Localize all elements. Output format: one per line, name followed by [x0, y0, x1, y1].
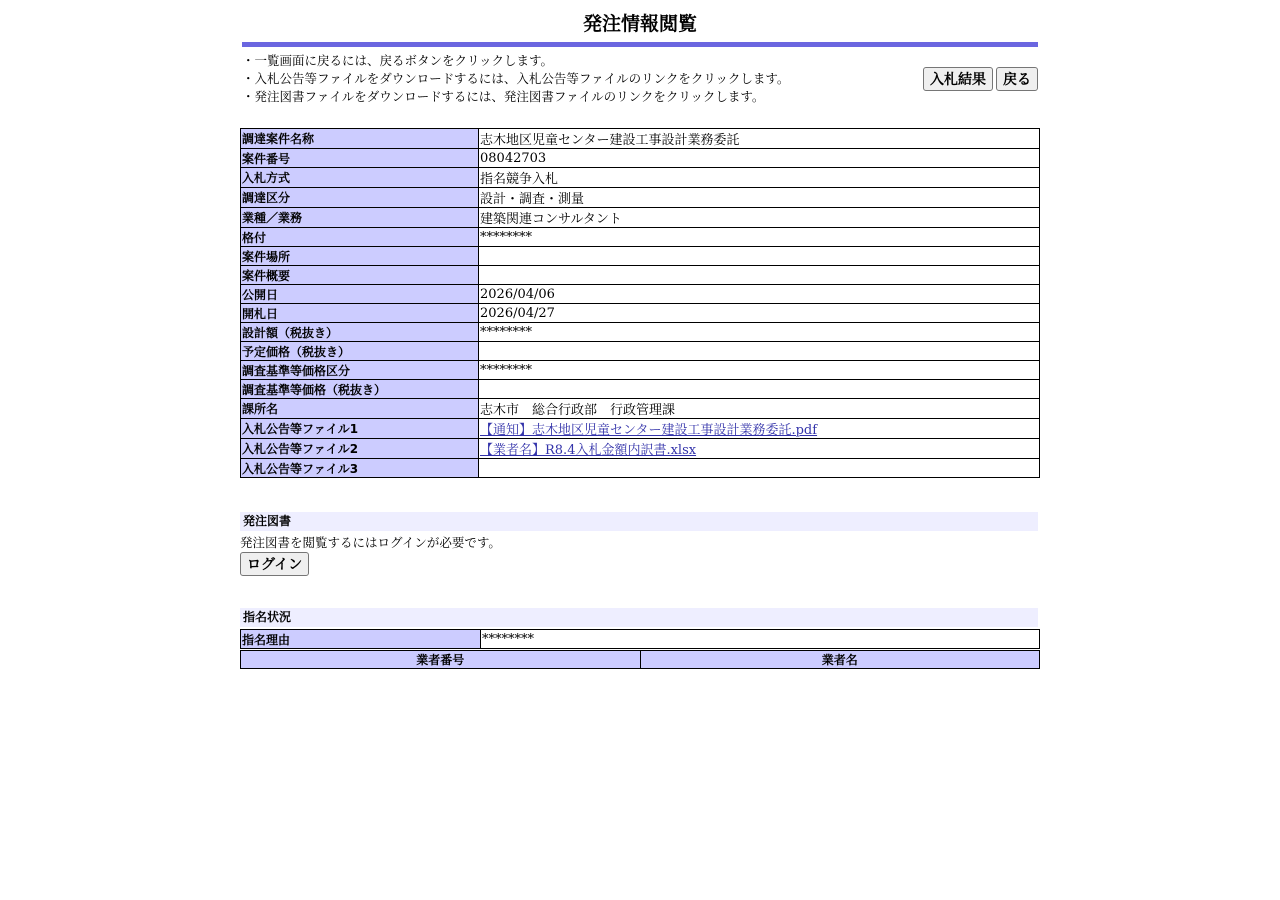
detail-label: 設計額（税抜き） [241, 323, 479, 342]
detail-label: 入札公告等ファイル1 [241, 419, 479, 439]
detail-value: 設計・調査・測量 [479, 188, 1040, 208]
table-row [241, 285, 1040, 304]
vendor-table-header [241, 651, 1040, 669]
detail-value [479, 439, 1040, 459]
page-title: 発注情報閲覧 [582, 13, 697, 35]
detail-value: 2026/04/06 [479, 285, 1040, 304]
table-row [241, 361, 1040, 380]
table-row [241, 304, 1040, 323]
designation-reason-table [240, 629, 1040, 649]
detail-label: 課所名 [241, 399, 479, 419]
drawings-section-heading: 発注図書 [240, 512, 1038, 531]
detail-label: 調査基準等価格区分 [241, 361, 479, 380]
table-row [241, 419, 1040, 439]
instructions-area [240, 47, 1040, 127]
column-vendor-number: 業者番号 [241, 651, 641, 669]
table-row [241, 439, 1040, 459]
table-row [241, 228, 1040, 247]
table-row [241, 459, 1040, 478]
detail-label: 案件概要 [241, 266, 479, 285]
table-row [241, 630, 1040, 649]
detail-value [479, 266, 1040, 285]
table-row [241, 149, 1040, 168]
table-row [241, 266, 1040, 285]
detail-value: 08042703 [479, 149, 1040, 168]
detail-label: 調査基準等価格（税抜き） [241, 380, 479, 399]
detail-label: 調達区分 [241, 188, 479, 208]
table-row [241, 380, 1040, 399]
table-row [241, 247, 1040, 266]
column-vendor-name: 業者名 [640, 651, 1040, 669]
table-row [241, 188, 1040, 208]
detail-label: 入札公告等ファイル2 [241, 439, 479, 459]
detail-value: 2026/04/27 [479, 304, 1040, 323]
detail-label: 案件場所 [241, 247, 479, 266]
table-row [241, 399, 1040, 419]
detail-value: ******** [479, 361, 1040, 380]
table-row [241, 168, 1040, 188]
detail-value [479, 247, 1040, 266]
detail-value: ******** [479, 228, 1040, 247]
login-button[interactable]: ログイン [240, 552, 309, 576]
instruction-back: ・一覧画面に戻るには、戻るボタンをクリックします。 [242, 53, 554, 68]
vendor-table [240, 650, 1040, 669]
detail-value [479, 380, 1040, 399]
table-row [241, 323, 1040, 342]
top-button-group [923, 67, 1038, 91]
table-row [241, 342, 1040, 361]
notice-file-link[interactable]: 【業者名】R8.4入札金額内訳書.xlsx [480, 443, 697, 458]
detail-value: ******** [479, 323, 1040, 342]
instruction-notice-files: ・入札公告等ファイルをダウンロードするには、入札公告等ファイルのリンクをクリックします。 [242, 71, 790, 86]
table-row [241, 208, 1040, 228]
instruction-drawing-files: ・発注図書ファイルをダウンロードするには、発注図書ファイルのリンクをクリックします。 [242, 89, 765, 104]
table-row [241, 129, 1040, 149]
detail-value [479, 419, 1040, 439]
detail-label: 業種／業務 [241, 208, 479, 228]
detail-label: 入札公告等ファイル3 [241, 459, 479, 478]
notice-file-link[interactable]: 【通知】志木地区児童センター建設工事設計業務委託.pdf [480, 423, 818, 438]
bid-result-button[interactable]: 入札結果 [923, 67, 993, 91]
back-button[interactable]: 戻る [996, 67, 1038, 91]
designation-reason-value: ******** [481, 630, 1040, 649]
detail-value: 志木市 総合行政部 行政管理課 [479, 399, 1040, 419]
detail-label: 開札日 [241, 304, 479, 323]
designation-section-heading: 指名状況 [240, 608, 1038, 627]
detail-value [479, 459, 1040, 478]
detail-label: 入札方式 [241, 168, 479, 188]
detail-label: 案件番号 [241, 149, 479, 168]
order-details-table [240, 128, 1040, 478]
detail-value: 建築関連コンサルタント [479, 208, 1040, 228]
instructions-list [242, 52, 789, 106]
detail-label: 公開日 [241, 285, 479, 304]
detail-label: 調達案件名称 [241, 129, 479, 149]
login-required-message: 発注図書を閲覧するにはログインが必要です。 [240, 535, 501, 550]
detail-value: 指名競争入札 [479, 168, 1040, 188]
detail-label: 格付 [241, 228, 479, 247]
page-container [240, 0, 1040, 669]
detail-label: 予定価格（税抜き） [241, 342, 479, 361]
detail-value: 志木地区児童センター建設工事設計業務委託 [479, 129, 1040, 149]
detail-value [479, 342, 1040, 361]
designation-reason-label: 指名理由 [241, 630, 481, 649]
